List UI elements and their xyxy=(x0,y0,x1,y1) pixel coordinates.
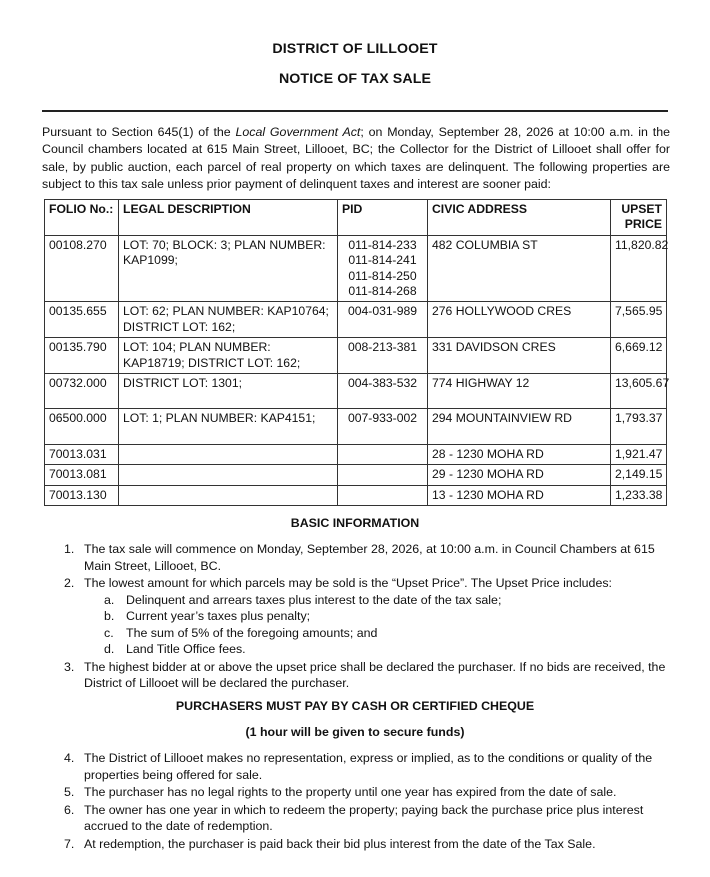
header-divider xyxy=(42,110,668,112)
sub-list-item-text: Delinquent and arrears taxes plus interest to the date of the tax sale; xyxy=(126,592,502,607)
sub-list-item-letter: d. xyxy=(104,642,115,656)
civic-address-cell: 482 COLUMBIA ST xyxy=(428,235,611,302)
pid-value: 011-814-241 xyxy=(348,253,417,268)
pid-value: 004-383-532 xyxy=(347,376,418,391)
list-item-text: The lowest amount for which parcels may be sold is the “Upset Price”. The Upset Price includes: xyxy=(84,576,612,590)
intro-act-name: Local Government Act xyxy=(235,125,361,139)
pid-value: 011-814-268 xyxy=(348,284,417,299)
folio-cell: 00108.270 xyxy=(45,235,119,302)
basic-info-heading: BASIC INFORMATION xyxy=(290,516,420,530)
pid-value: 007-933-002 xyxy=(347,411,418,426)
folio-cell: 70013.081 xyxy=(45,465,119,485)
table-row xyxy=(45,465,667,485)
list-item-number: 2. xyxy=(64,576,75,590)
legal-description-cell: LOT: 70; BLOCK: 3; PLAN NUMBER: KAP1099; xyxy=(119,235,338,302)
sub-list-item-text: Current year’s taxes plus penalty; xyxy=(126,609,311,623)
header-upset xyxy=(611,200,667,236)
upset-price-cell: 2,149.15 xyxy=(611,465,667,485)
intro-text-start: Pursuant to Section 645(1) of the xyxy=(42,125,236,139)
header-legal: LEGAL DESCRIPTION xyxy=(119,200,338,236)
upset-price-cell: 1,921.47 xyxy=(611,445,667,465)
list-item xyxy=(0,575,670,658)
payment-list xyxy=(0,750,670,853)
civic-address-cell: 774 HIGHWAY 12 xyxy=(428,374,611,409)
pid-cell xyxy=(338,374,428,409)
list-item xyxy=(0,541,670,574)
legal-description-cell: DISTRICT LOT: 1301; xyxy=(119,374,338,409)
upset-price-cell: 13,605.67 xyxy=(611,374,667,409)
header-upset-line2: PRICE xyxy=(624,217,662,232)
list-item xyxy=(0,836,670,853)
legal-description-cell: LOT: 62; PLAN NUMBER: KAP10764; DISTRICT LOT: 162; xyxy=(119,302,338,338)
pid-cell xyxy=(338,485,428,505)
folio-cell: 00732.000 xyxy=(45,374,119,409)
header-pid: PID xyxy=(338,200,428,236)
sub-list-item xyxy=(84,641,666,658)
pid-value: 008-213-381 xyxy=(347,340,418,355)
legal-description-cell xyxy=(119,485,338,505)
list-item-text: The tax sale will commence on Monday, September 28, 2026, at 10:00 a.m. in Council Chambers at 615 Main Street, Lillooet, BC. xyxy=(84,542,655,573)
civic-address-cell: 13 - 1230 MOHA RD xyxy=(428,485,611,505)
legal-description-cell xyxy=(119,465,338,485)
list-item-number: 5. xyxy=(64,785,75,799)
upset-price-cell: 6,669.12 xyxy=(611,338,667,374)
folio-cell: 06500.000 xyxy=(45,409,119,445)
table-header-row xyxy=(45,200,667,236)
list-item xyxy=(0,750,670,783)
list-item xyxy=(0,802,670,835)
list-item xyxy=(0,784,670,801)
civic-address-cell: 294 MOUNTAINVIEW RD xyxy=(428,409,611,445)
upset-price-components xyxy=(84,592,670,658)
basic-info-list xyxy=(0,541,670,693)
pid-cell xyxy=(338,338,428,374)
document-subtitle: NOTICE OF TAX SALE xyxy=(278,71,432,87)
list-item-text: The purchaser has no legal rights to the property until one year has expired from the date of sale. xyxy=(84,785,617,799)
folio-cell: 70013.130 xyxy=(45,485,119,505)
document-title: DISTRICT OF LILLOOET xyxy=(272,41,438,57)
table-row xyxy=(45,235,667,302)
tax-sale-table xyxy=(44,199,670,506)
header-folio: FOLIO No.: xyxy=(45,200,119,236)
pid-value: 011-814-233 xyxy=(348,237,417,252)
sub-list-item-letter: a. xyxy=(104,592,115,607)
pid-cell xyxy=(338,302,428,338)
sub-list-item xyxy=(84,625,666,642)
list-item-number: 1. xyxy=(64,542,75,556)
list-item-text: At redemption, the purchaser is paid back their bid plus interest from the date of the Tax Sale. xyxy=(84,836,596,851)
list-item-text: The owner has one year in which to redeem the property; paying back the purchase price plus interest accrued to the date of redemption. xyxy=(84,802,644,833)
legal-description-cell: LOT: 1; PLAN NUMBER: KAP4151; xyxy=(119,409,338,445)
legal-description-cell: LOT: 104; PLAN NUMBER: KAP18719; DISTRICT LOT: 162; xyxy=(119,338,338,374)
payment-heading: PURCHASERS MUST PAY BY CASH OR CERTIFIED CHEQUE xyxy=(175,699,535,713)
pid-value: 011-814-250 xyxy=(348,268,417,283)
intro-text-rest: ; on Monday, September 28, 2026 at 10:00 a.m. in the Council chambers located at 615 Main Street, Lillooet, BC; the Collector for the District of Lillooet shall offer for sale, by public auction, each parcel of real property on which taxes are delinquent. The following properties are subject to this tax sale unless prior payment of delinquent taxes and interest are sooner paid: xyxy=(42,125,670,192)
upset-price-cell: 11,820.82 xyxy=(611,235,667,302)
civic-address-cell: 29 - 1230 MOHA RD xyxy=(428,465,611,485)
table-row xyxy=(45,374,667,409)
folio-cell: 00135.655 xyxy=(45,302,119,338)
table-row xyxy=(45,409,667,445)
table-row xyxy=(45,445,667,465)
sub-list-item-text: Land Title Office fees. xyxy=(126,642,246,656)
list-item-number: 7. xyxy=(64,836,75,851)
sub-list-item-text: The sum of 5% of the foregoing amounts; and xyxy=(126,625,378,640)
sub-list-item xyxy=(84,608,666,625)
list-item-number: 6. xyxy=(64,802,75,817)
civic-address-cell: 276 HOLLYWOOD CRES xyxy=(428,302,611,338)
sub-list-item xyxy=(84,592,666,609)
list-item-number: 3. xyxy=(64,659,75,674)
folio-cell: 70013.031 xyxy=(45,445,119,465)
upset-price-cell: 1,233.38 xyxy=(611,485,667,505)
upset-price-cell: 1,793.37 xyxy=(611,409,667,445)
header-upset-line1: UPSET xyxy=(621,202,662,216)
list-item-number: 4. xyxy=(64,751,75,765)
pid-value: 004-031-989 xyxy=(347,304,418,319)
header-civic: CIVIC ADDRESS xyxy=(428,200,611,236)
intro-paragraph xyxy=(42,124,670,194)
table-body xyxy=(45,235,670,505)
legal-description-cell xyxy=(119,445,338,465)
sub-list-item-letter: c. xyxy=(104,625,114,640)
civic-address-cell: 331 DAVIDSON CRES xyxy=(428,338,611,374)
pid-cell xyxy=(338,409,428,445)
list-item-text: The highest bidder at or above the upset price shall be declared the purchaser. If no bids are received, the District of Lillooet will be declared the purchaser. xyxy=(84,659,666,690)
table-row xyxy=(45,485,667,505)
list-item-text: The District of Lillooet makes no representation, express or implied, as to the conditions or quality of the properties being offered for sale. xyxy=(84,751,653,782)
folio-cell: 00135.790 xyxy=(45,338,119,374)
list-item xyxy=(0,659,670,692)
sub-list-item-letter: b. xyxy=(104,609,115,623)
table-row xyxy=(45,338,667,374)
civic-address-cell: 28 - 1230 MOHA RD xyxy=(428,445,611,465)
pid-cell xyxy=(338,465,428,485)
pid-cell xyxy=(338,445,428,465)
pid-cell xyxy=(338,235,428,302)
payment-note: (1 hour will be given to secure funds) xyxy=(245,725,465,739)
table-row xyxy=(45,302,667,338)
upset-price-cell: 7,565.95 xyxy=(611,302,667,338)
